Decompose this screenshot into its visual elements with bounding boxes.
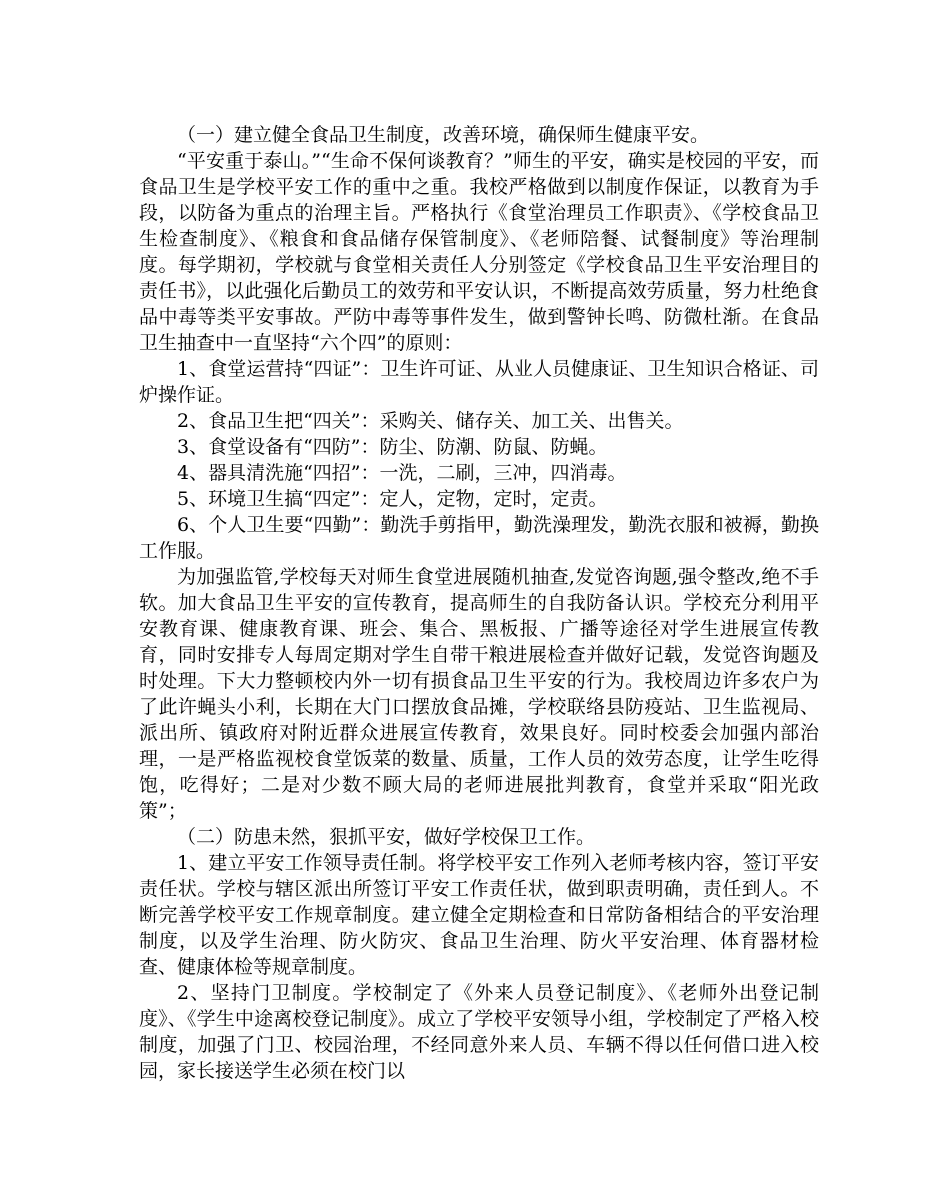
section-heading-2: （二）防患未然，狠抓平安，做好学校保卫工作。 <box>177 826 596 848</box>
numbered-paragraph-2: 2、坚持门卫制度。学校制定了《外来人员登记制度》、《老师外出登记制度》、《学生中途离校登记制度》。成立了学校平安领导小组，学校制定了严格入校制度，加强了门卫、校园治理，不经同意外来人员、车辆不得以任何借口进入校园，家长接送学生必须在校门以 <box>139 982 819 1082</box>
section-heading-1: （一）建立健全食品卫生制度，改善环境，确保师生健康平安。 <box>177 124 710 146</box>
body-paragraph: 为加强监管,学校每天对师生食堂进展随机抽查,发觉咨询题,强令整改,绝不手软。加大食品卫生平安的宣传教育，提高师生的自我防备认识。学校充分利用平安教育课、健康教育课、班会、集合、黑板报、广播等途径对学生进展宣传教育，同时安排专人每周定期对学生自带干粮进展检查并做好记载，发觉咨询题及时处理。下大力整顿校内外一切有损食品卫生平安的行为。我校周边许多农户为了此许蝇头小利，长期在大门口摆放食品摊，学校联络县防疫站、卫生监视局、派出所、镇政府对附近群众进展宣传教育，效果良好。同时校委会加强内部治理，一是严格监视校食堂饭菜的数量、质量，工作人员的效劳态度，让学生吃得饱，吃得好；二是对少数不顾大局的老师进展批判教育，食堂并采取“阳光政策”； <box>139 566 819 822</box>
body-paragraph: “平安重于泰山。”“生命不保何谈教育？”师生的平安，确实是校园的平安，而食品卫生是学校平安工作的重中之重。我校严格做到以制度作保证，以教育为手段，以防备为重点的治理主旨。严格执行《食堂治理员工作职责》、《学校食品卫生检查制度》、《粮食和食品储存保管制度》、《老师陪餐、试餐制度》等治理制度。每学期初，学校就与食堂相关责任人分别签定《学校食品卫生平安治理目的责任书》，以此强化后勤员工的效劳和平安认识，不断提高效劳质量，努力杜绝食品中毒等类平安事故。严防中毒等事件发生，做到警钟长鸣、防微杜渐。在食品卫生抽查中一直坚持“六个四”的原则： <box>139 150 819 354</box>
list-item-6: 6、个人卫生要“四勤”：勤洗手剪指甲，勤洗澡理发，勤洗衣服和被褥，勤换工作服。 <box>139 514 819 562</box>
document-body <box>139 122 819 1084</box>
list-item-3: 3、食堂设备有“四防”：防尘、防潮、防鼠、防蝇。 <box>177 436 608 458</box>
list-item-1: 1、食堂运营持“四证”：卫生许可证、从业人员健康证、卫生知识合格证、司炉操作证。 <box>139 358 819 406</box>
list-item-5: 5、环境卫生搞“四定”：定人，定物，定时，定责。 <box>177 488 608 510</box>
list-item-4: 4、器具清洗施“四招”：一洗，二刷，三冲，四消毒。 <box>177 462 627 484</box>
numbered-paragraph-1: 1、建立平安工作领导责任制。将学校平安工作列入老师考核内容，签订平安责任状。学校与辖区派出所签订平安工作责任状，做到职责明确，责任到人。不断完善学校平安工作规章制度。建立健全定期检查和日常防备相结合的平安治理制度，以及学生治理、防火防灾、食品卫生治理、防火平安治理、体育器材检查、健康体检等规章制度。 <box>139 852 819 978</box>
list-item-2: 2、食品卫生把“四关”：采购关、储存关、加工关、出售关。 <box>177 410 684 432</box>
